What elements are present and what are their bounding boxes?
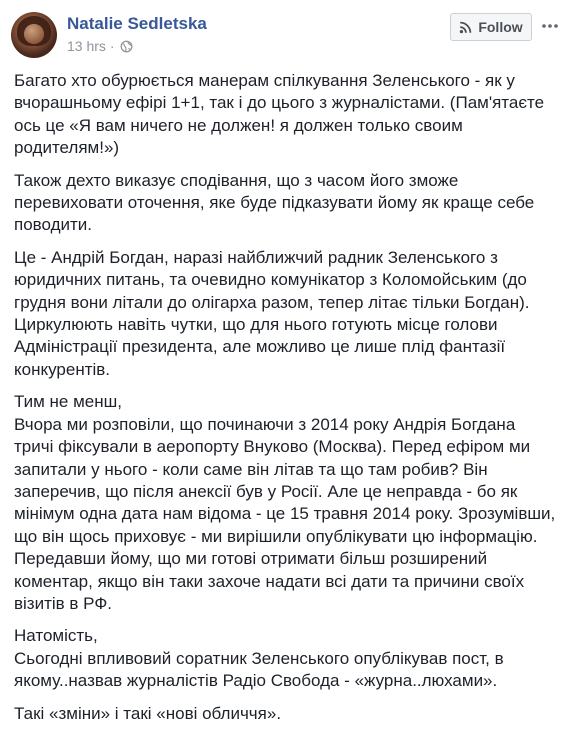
post-paragraph: Багато хто обурюється манерам спілкування Зеленського - як у вчорашньому ефірі 1+1, так і до цього з журналістами. (Пам'ятаєте ось це «Я вам ничего не должен! я должен только своим родителям!») <box>14 71 545 158</box>
meta-separator: · <box>109 38 115 54</box>
avatar-image <box>17 16 51 46</box>
author-name[interactable]: Natalie Sedletska <box>67 14 207 33</box>
post-paragraph: Також дехто виказує сподівання, що з часом його зможе перевиховати оточення, яке буде підказувати йому як краще себе поводити. <box>14 170 535 235</box>
follow-button-label: Follow <box>478 19 523 35</box>
globe-icon[interactable] <box>120 40 133 53</box>
post-timestamp[interactable]: 13 hrs <box>67 38 106 54</box>
post-paragraph: Тим не менш, Вчора ми розповіли, що починаючи з 2014 року Андрія Богдана тричі фіксували в аеропорту Внуково (Москва). Перед ефіром ми запитали у нього - коли саме він літав та що там робив? Він заперечив, що після анексії був у Росії. Але це неправда - бо як мінімум одна дата нам відома - це 15 травня 2014 року. Зрозумівши, що він щось приховує - ми вирішили опублікувати цю інформацію. Передавши йому, що ми готові отримати більш розширений коментар, якщо він таки захоче надати всі дати та причини своїх візитів в РФ. <box>14 392 556 613</box>
follow-button[interactable] <box>450 13 532 41</box>
rss-follow-icon <box>459 21 472 34</box>
post-meta <box>67 38 133 54</box>
post-paragraph: Це - Андрій Богдан, наразі найближчий радник Зеленського з юридичних питань, та очевидно комунікатор з Коломойським (до грудня вони літали до олігарха разом, тепер літає тільки Богдан). Циркулюють навіть чутки, що для нього готують місце голови Адміністрації президента, але можливо це лише плід фантазії конкурентів. <box>14 247 530 379</box>
post-paragraph: Такі «зміни» і такі «нові обличчя». <box>14 703 282 723</box>
author-avatar[interactable] <box>11 12 57 58</box>
more-options-icon[interactable] <box>540 16 560 36</box>
post-body <box>14 70 559 735</box>
more-horizontal-icon <box>542 24 558 28</box>
post-paragraph: Натомість, Сьогодні впливовий соратник Зеленського опублікував пост, в якому..назвав журналістів Радіо Свобода - «журна..люхами». <box>14 626 504 691</box>
